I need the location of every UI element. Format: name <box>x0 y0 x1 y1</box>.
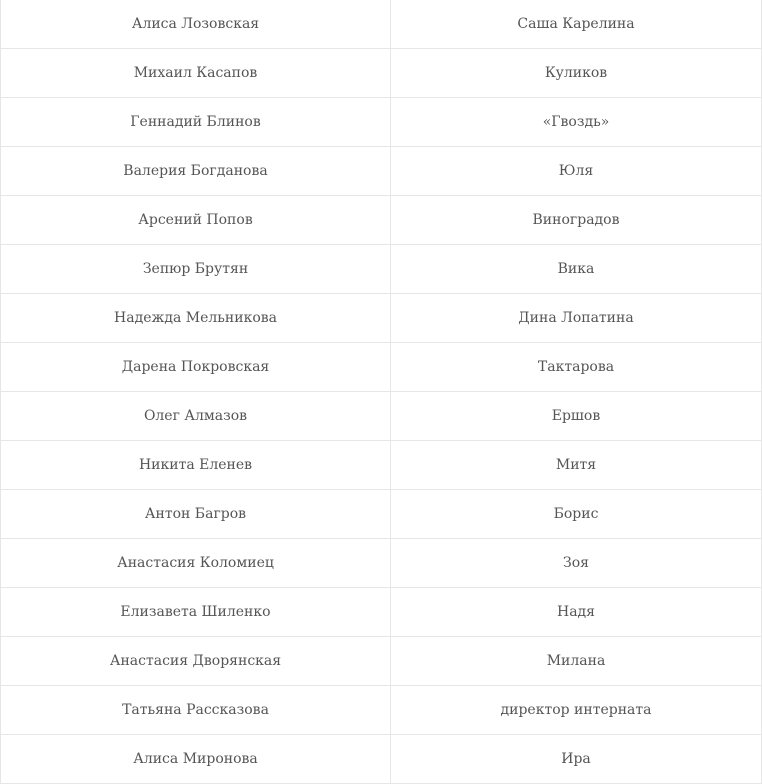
actor-name-cell: Анастасия Коломиец <box>1 539 391 588</box>
role-name-cell: Борис <box>391 490 762 539</box>
table-row <box>1 392 762 441</box>
role-name-cell: Вика <box>391 245 762 294</box>
table-row <box>1 588 762 637</box>
table-row <box>1 196 762 245</box>
role-name-cell: Тактарова <box>391 343 762 392</box>
table-row <box>1 490 762 539</box>
actor-name-cell: Арсений Попов <box>1 196 391 245</box>
table-row <box>1 343 762 392</box>
table-row <box>1 539 762 588</box>
table-row <box>1 686 762 735</box>
table-row <box>1 735 762 784</box>
cast-table-body <box>1 0 762 784</box>
table-row <box>1 147 762 196</box>
actor-name-cell: Елизавета Шиленко <box>1 588 391 637</box>
role-name-cell: Виноградов <box>391 196 762 245</box>
actor-name-cell: Олег Алмазов <box>1 392 391 441</box>
role-name-cell: Саша Карелина <box>391 0 762 49</box>
table-row <box>1 441 762 490</box>
table-row <box>1 294 762 343</box>
actor-name-cell: Дарена Покровская <box>1 343 391 392</box>
actor-name-cell: Антон Багров <box>1 490 391 539</box>
role-name-cell: Куликов <box>391 49 762 98</box>
role-name-cell: Ира <box>391 735 762 784</box>
table-row <box>1 637 762 686</box>
role-name-cell: Ершов <box>391 392 762 441</box>
actor-name-cell: Валерия Богданова <box>1 147 391 196</box>
actor-name-cell: Анастасия Дворянская <box>1 637 391 686</box>
role-name-cell: Дина Лопатина <box>391 294 762 343</box>
actor-name-cell: Надежда Мельникова <box>1 294 391 343</box>
table-row <box>1 245 762 294</box>
table-row <box>1 49 762 98</box>
role-name-cell: Юля <box>391 147 762 196</box>
table-row <box>1 98 762 147</box>
actor-name-cell: Зепюр Брутян <box>1 245 391 294</box>
role-name-cell: Зоя <box>391 539 762 588</box>
role-name-cell: Митя <box>391 441 762 490</box>
actor-name-cell: Геннадий Блинов <box>1 98 391 147</box>
actor-name-cell: Михаил Касапов <box>1 49 391 98</box>
role-name-cell: «Гвоздь» <box>391 98 762 147</box>
role-name-cell: Милана <box>391 637 762 686</box>
actor-name-cell: Никита Еленев <box>1 441 391 490</box>
table-row <box>1 0 762 49</box>
actor-name-cell: Татьяна Рассказова <box>1 686 391 735</box>
actor-name-cell: Алиса Миронова <box>1 735 391 784</box>
role-name-cell: Надя <box>391 588 762 637</box>
role-name-cell: директор интерната <box>391 686 762 735</box>
actor-name-cell: Алиса Лозовская <box>1 0 391 49</box>
